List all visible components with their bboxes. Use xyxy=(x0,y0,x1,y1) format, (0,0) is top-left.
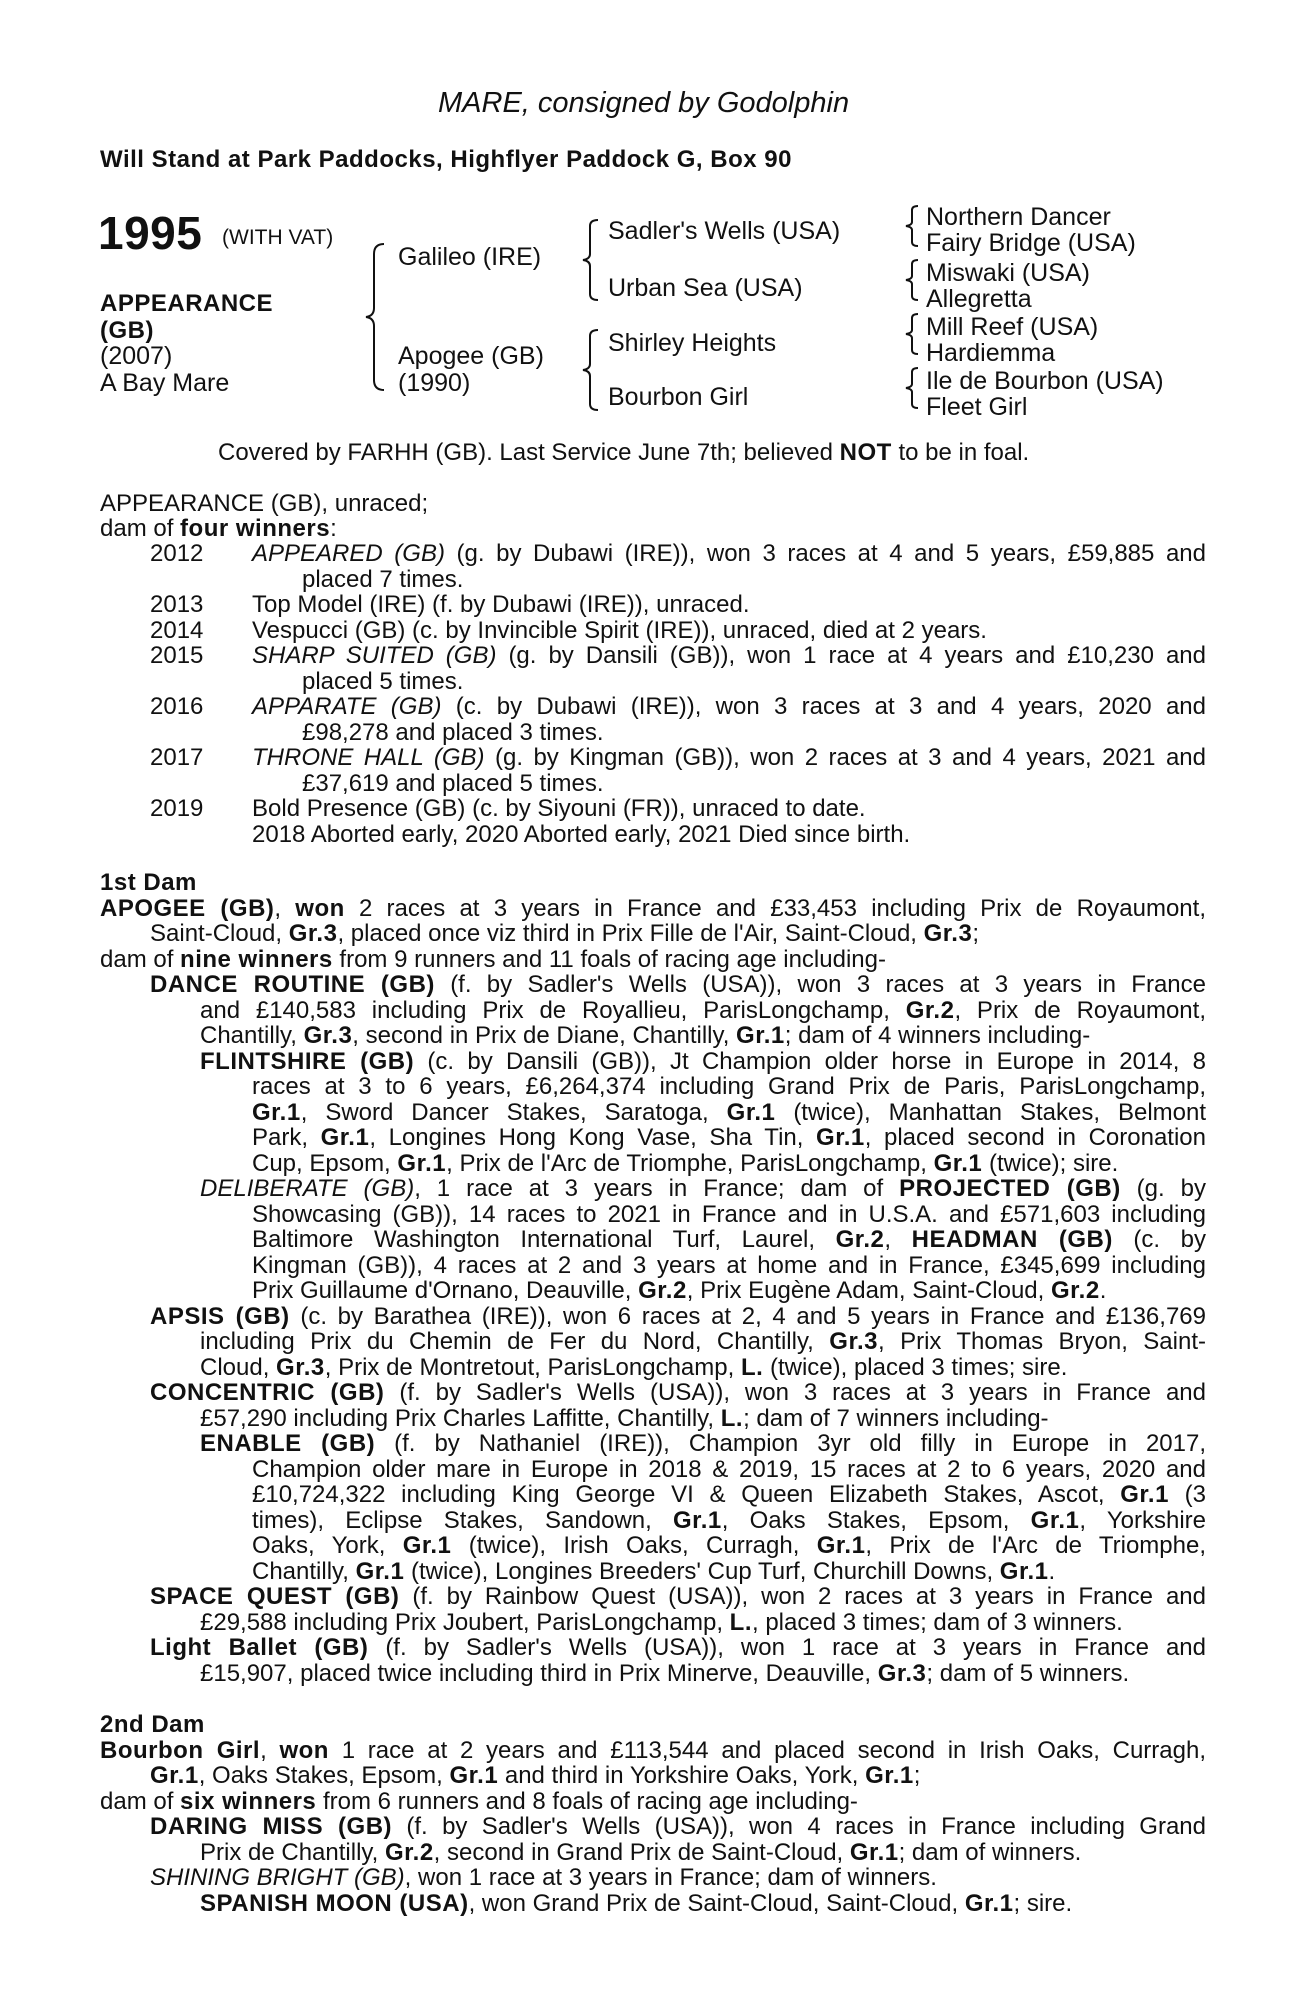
text-line xyxy=(150,1763,920,1788)
text-line xyxy=(100,1789,858,1814)
lot-number: 1995 xyxy=(98,207,203,259)
text-run: , Longines Hong Kong Vase, Sha Tin, xyxy=(369,1125,817,1151)
text-line xyxy=(100,947,886,972)
text-line xyxy=(252,1125,1206,1151)
intro-colon: : xyxy=(330,515,337,542)
bold-text: APOGEE (GB) xyxy=(100,895,275,922)
pedigree-sdd: Allegretta xyxy=(926,285,1032,313)
bold-text: Gr.1 xyxy=(816,1533,866,1559)
text-run: Saint-Cloud, xyxy=(150,920,289,947)
text-run: from 6 runners and 8 foals of racing age including- xyxy=(316,1787,858,1815)
italic-text: DELIBERATE (GB) xyxy=(200,1176,415,1202)
text-run: Prix Guillaume d'Ornano, Deauville, xyxy=(252,1277,639,1304)
produce-entry xyxy=(252,796,1206,821)
text-line xyxy=(252,1100,1206,1126)
text-run: Oaks, York, xyxy=(252,1533,403,1559)
covered-not: NOT xyxy=(839,439,892,466)
bold-text: CONCENTRIC (GB) xyxy=(150,1380,385,1406)
text-run: dam of xyxy=(100,1787,181,1815)
text-line xyxy=(252,1278,1106,1303)
bold-text: DARING MISS (GB) xyxy=(150,1814,393,1840)
text-run: , second in Grand Prix de Saint-Cloud, xyxy=(433,1838,850,1866)
bold-text: Gr.3 xyxy=(877,1659,927,1687)
text-run: . xyxy=(1099,1277,1107,1304)
text-line xyxy=(252,1559,1055,1584)
pedigree-ss: Sadler's Wells (USA) xyxy=(608,217,841,245)
text-line xyxy=(200,1329,1206,1355)
text-run: , 1 race at 3 years in France; dam of xyxy=(414,1176,900,1202)
text-line xyxy=(150,1814,1206,1840)
text-run: (twice), Irish Oaks, Curragh, xyxy=(451,1533,817,1559)
italic-text: SHINING BRIGHT (GB) xyxy=(150,1864,405,1891)
covered-note xyxy=(218,440,1029,465)
bold-text: Gr.1 xyxy=(150,1762,199,1789)
page-title: MARE, consigned by Godolphin xyxy=(438,87,850,119)
bold-text: Gr.1 xyxy=(402,1533,452,1559)
bold-text: Gr.1 xyxy=(449,1762,499,1789)
text-run: (g. by xyxy=(1120,1176,1206,1202)
produce-name: SHARP SUITED (GB) xyxy=(252,642,497,669)
text-run: . xyxy=(1048,1557,1056,1585)
text-run: £29,588 including Prix Joubert, ParisLongchamp, xyxy=(200,1608,730,1636)
text-run: races at 3 to 6 years, £6,264,374 including Grand Prix de Paris, ParisLongchamp, xyxy=(252,1074,1206,1100)
text-line xyxy=(200,1431,1206,1457)
bold-text: Gr.1 xyxy=(1030,1507,1080,1534)
text-run: Cup, Epsom, xyxy=(252,1149,398,1177)
text-run: including Prix du Chemin de Fer du Nord, Chantilly, xyxy=(200,1329,830,1355)
text-run: Champion older mare in Europe in 2018 & 2019, 15 races at 2 to 6 years, 2020 and xyxy=(252,1456,1206,1483)
produce-continuation: £98,278 and placed 3 times. xyxy=(302,718,604,746)
produce-entry xyxy=(252,694,1206,719)
covered-text: Covered by FARHH (GB). Last Service June 7th; believed xyxy=(218,439,840,466)
text-run: £57,290 including Prix Charles Laffitte, Chantilly, xyxy=(200,1404,721,1432)
bold-text: Gr.1 xyxy=(355,1557,405,1585)
text-line xyxy=(200,998,1206,1024)
text-run: , placed 3 times; dam of 3 winners. xyxy=(751,1608,1123,1636)
text-line xyxy=(200,1355,1067,1380)
text-run: , Yorkshire xyxy=(1079,1507,1206,1534)
pedigree-brace-sd xyxy=(902,258,922,302)
text-line xyxy=(150,972,1206,998)
produce-year: 2012 xyxy=(150,540,204,567)
text-run: Chantilly, xyxy=(252,1557,356,1585)
text-run: £15,907, placed twice including third in Prix Minerve, Deauville, xyxy=(200,1659,878,1687)
text-run: , Prix Eugène Adam, Saint-Cloud, xyxy=(686,1277,1051,1304)
text-line xyxy=(252,1533,1206,1559)
bold-text: Bourbon Girl xyxy=(100,1737,261,1764)
produce-details: Bold Presence (GB) (c. by Siyouni (FR)), unraced to date. xyxy=(252,795,866,822)
text-run: (f. by Rainbow Quest (USA)), won 2 races at 3 years in France and xyxy=(399,1584,1206,1610)
bold-text: Gr.1 xyxy=(865,1762,914,1789)
text-run: (c. by Barathea (IRE)), won 6 races at 2, 4 and 5 years in France and £136,769 xyxy=(289,1303,1206,1330)
horse-description: A Bay Mare xyxy=(100,369,230,397)
text-run: £10,724,322 including King George VI & Queen Elizabeth Stakes, Ascot, xyxy=(252,1482,1121,1508)
text-run: , Prix de l'Arc de Triomphe, xyxy=(865,1533,1206,1559)
produce-year: 2013 xyxy=(150,591,204,618)
text-line xyxy=(252,1457,1206,1483)
text-run: , Oaks Stakes, Epsom, xyxy=(721,1507,1031,1534)
text-run: (f. by Sadler's Wells (USA)), won 3 races at 3 years in France xyxy=(434,972,1206,998)
bold-text: Gr.1 xyxy=(726,1099,776,1126)
pedigree-brace-dd xyxy=(902,366,922,410)
pedigree-sds: Miswaki (USA) xyxy=(926,259,1090,287)
bold-text: L. xyxy=(740,1353,764,1381)
pedigree-brace-main xyxy=(362,242,392,392)
stand-location: Will Stand at Park Paddocks, Highflyer Paddock G, Box 90 xyxy=(100,146,792,173)
produce-entry xyxy=(252,643,1206,668)
covered-tail: to be in foal. xyxy=(891,439,1030,466)
text-run: ; xyxy=(913,1762,921,1789)
pedigree-dd: Bourbon Girl xyxy=(608,383,749,411)
produce-entry xyxy=(252,618,1206,643)
text-line xyxy=(200,1840,1081,1865)
text-run: Baltimore Washington International Turf, Laurel, xyxy=(252,1227,836,1253)
produce-year: 2016 xyxy=(150,693,204,720)
text-run: Park, xyxy=(252,1125,321,1151)
text-run: from 9 runners and 11 foals of racing age including- xyxy=(332,945,886,973)
text-run: , Oaks Stakes, Epsom, xyxy=(198,1762,450,1789)
text-line xyxy=(200,1176,1206,1202)
text-run: Kingman (GB)), 4 races at 2 and 3 years at home and in France, £345,699 including xyxy=(252,1252,1206,1279)
vat-note: (WITH VAT) xyxy=(222,226,334,249)
text-line xyxy=(200,1610,1123,1635)
text-run: (c. by xyxy=(1112,1227,1206,1253)
bold-text: ENABLE (GB) xyxy=(200,1431,376,1457)
produce-details: (g. by Kingman (GB)), won 2 races at 3 and 4 years, 2021 and xyxy=(484,744,1207,771)
pedigree-ddd: Fleet Girl xyxy=(926,393,1028,421)
text-line xyxy=(252,1253,1206,1279)
pedigree-brace-sire xyxy=(578,218,602,302)
bold-text: Gr.1 xyxy=(933,1149,983,1177)
text-line xyxy=(200,1406,1049,1431)
pedigree-dds: Ile de Bourbon (USA) xyxy=(926,367,1164,395)
bold-text: Gr.2 xyxy=(1051,1277,1100,1304)
text-run: , won 1 race at 3 years in France; dam of winners. xyxy=(404,1864,937,1891)
bold-text: Gr.2 xyxy=(835,1227,885,1253)
pedigree-dam-year: (1990) xyxy=(398,369,471,397)
text-run: , placed second in Coronation xyxy=(864,1125,1206,1151)
bold-text: Gr.2 xyxy=(384,1838,434,1866)
bold-text: HEADMAN (GB) xyxy=(911,1227,1113,1253)
text-run: dam of xyxy=(100,945,181,973)
section-heading: 2nd Dam xyxy=(100,1711,205,1738)
intro-winners: four winners xyxy=(180,515,331,542)
produce-continuation: 2018 Aborted early, 2020 Aborted early, 2021 Died since birth. xyxy=(252,820,911,848)
bold-text: Gr.1 xyxy=(849,1838,899,1866)
text-line xyxy=(100,1738,1206,1764)
text-line xyxy=(252,1508,1206,1534)
bold-text: L. xyxy=(720,1404,744,1432)
text-line xyxy=(200,1049,1206,1075)
text-line xyxy=(150,1635,1206,1661)
text-line xyxy=(150,1865,937,1890)
produce-name: APPEARED (GB) xyxy=(252,540,445,567)
bold-text: six winners xyxy=(180,1787,317,1815)
pedigree-dam: Apogee (GB) xyxy=(398,342,544,370)
produce-details: (c. by Dubawi (IRE)), won 3 races at 3 and 4 years, 2020 and xyxy=(441,693,1207,720)
text-line xyxy=(252,1074,1206,1100)
text-line xyxy=(252,1482,1206,1508)
horse-name: APPEARANCE xyxy=(100,290,274,317)
pedigree-brace-ds xyxy=(902,312,922,356)
bold-text: DANCE ROUTINE (GB) xyxy=(150,972,435,998)
text-line xyxy=(200,1891,1072,1916)
pedigree-dsd: Hardiemma xyxy=(926,339,1056,367)
text-line xyxy=(150,921,979,946)
produce-year: 2019 xyxy=(150,795,204,822)
text-run: ; dam of winners. xyxy=(898,1838,1082,1866)
produce-entry xyxy=(252,541,1206,566)
bold-text: nine winners xyxy=(180,945,333,973)
text-run: ; dam of 7 winners including- xyxy=(743,1404,1049,1432)
bold-text: Gr.1 xyxy=(1120,1482,1169,1508)
bold-text: Gr.2 xyxy=(905,997,955,1024)
text-run: ; xyxy=(972,920,979,947)
produce-entry xyxy=(252,592,1206,617)
bold-text: Gr.1 xyxy=(999,1557,1049,1585)
text-run: 2 races at 3 years in France and £33,453 including Prix de Royaumont, xyxy=(344,895,1206,922)
produce-details: (g. by Dansili (GB)), won 1 race at 4 years and £10,230 and xyxy=(496,642,1206,669)
text-run: (twice), Manhattan Stakes, Belmont xyxy=(775,1099,1206,1126)
bold-text: Gr.3 xyxy=(276,1353,325,1381)
bold-text: Gr.2 xyxy=(638,1277,687,1304)
text-run: , Prix de Montretout, ParisLongchamp, xyxy=(324,1353,741,1381)
text-run: , second in Prix de Diane, Chantilly, xyxy=(352,1022,737,1049)
text-line xyxy=(200,1023,1090,1048)
text-run: Cloud, xyxy=(200,1353,277,1381)
text-run: (twice); sire. xyxy=(982,1149,1119,1177)
text-run: ; dam of 5 winners. xyxy=(926,1659,1130,1687)
bold-text: Gr.1 xyxy=(252,1099,301,1126)
bold-text: Gr.1 xyxy=(964,1889,1014,1917)
text-line xyxy=(252,1202,1206,1228)
produce-name: THRONE HALL (GB) xyxy=(252,744,485,771)
text-run: (c. by Dansili (GB)), Jt Champion older horse in Europe in 2014, 8 xyxy=(414,1048,1206,1075)
bold-text: Gr.3 xyxy=(923,920,973,947)
text-line xyxy=(252,1227,1206,1253)
produce-year: 2017 xyxy=(150,744,204,771)
text-line xyxy=(252,1151,1118,1176)
text-run: , Prix de Royaumont, xyxy=(954,997,1206,1024)
bold-text: Gr.3 xyxy=(829,1329,878,1355)
pedigree-sd: Urban Sea (USA) xyxy=(608,274,803,302)
text-run: , xyxy=(260,1737,280,1764)
text-run: , placed once viz third in Prix Fille de l'Air, Saint-Cloud, xyxy=(337,920,924,947)
text-run: (f. by Nathaniel (IRE)), Champion 3yr old filly in Europe in 2017, xyxy=(375,1431,1206,1457)
bold-text: Gr.1 xyxy=(673,1507,722,1534)
text-run: 1 race at 2 years and £113,544 and placed second in Irish Oaks, Curragh, xyxy=(328,1737,1206,1764)
bold-text: Gr.3 xyxy=(288,920,338,947)
produce-name: APPARATE (GB) xyxy=(252,693,442,720)
horse-country: (GB) xyxy=(100,317,154,344)
bold-text: APSIS (GB) xyxy=(150,1303,290,1330)
text-run: Showcasing (GB)), 14 races to 2021 in France and in U.S.A. and £571,603 including xyxy=(252,1201,1206,1228)
bold-text: PROJECTED (GB) xyxy=(899,1176,1121,1202)
text-line xyxy=(150,1380,1206,1406)
pedigree-dss: Mill Reef (USA) xyxy=(926,313,1099,341)
text-run: and £140,583 including Prix de Royallieu, ParisLongchamp, xyxy=(200,997,906,1024)
text-line xyxy=(100,896,1206,922)
bold-text: Gr.1 xyxy=(736,1022,785,1049)
bold-text: Gr.1 xyxy=(816,1125,865,1151)
pedigree-brace-dam xyxy=(578,328,602,412)
produce-details: (g. by Dubawi (IRE)), won 3 races at 4 and 5 years, £59,885 and xyxy=(444,540,1206,567)
intro-dam-of xyxy=(100,516,337,541)
text-run: , Prix Thomas Bryon, Saint- xyxy=(877,1329,1206,1355)
text-run: Chantilly, xyxy=(200,1022,304,1049)
produce-year: 2014 xyxy=(150,616,204,644)
text-line xyxy=(150,1584,1206,1610)
text-run: , xyxy=(884,1227,912,1253)
intro-dam-of-text: dam of xyxy=(100,515,181,542)
text-run: , Sword Dancer Stakes, Saratoga, xyxy=(300,1099,727,1126)
intro-line: APPEARANCE (GB), unraced; xyxy=(100,490,429,517)
pedigree-brace-ss xyxy=(902,204,922,248)
bold-text: Gr.1 xyxy=(397,1149,447,1177)
text-run: (twice), Longines Breeders' Cup Turf, Churchill Downs, xyxy=(404,1557,1000,1585)
bold-text: won xyxy=(295,895,345,922)
text-run: (f. by Sadler's Wells (USA)), won 1 race at 3 years in France and xyxy=(368,1635,1206,1661)
text-run: , Prix de l'Arc de Triomphe, ParisLongchamp, xyxy=(446,1149,934,1177)
text-run: and third in Yorkshire Oaks, York, xyxy=(498,1762,866,1789)
produce-continuation: £37,619 and placed 5 times. xyxy=(302,769,604,797)
produce-year: 2015 xyxy=(150,642,204,669)
bold-text: L. xyxy=(729,1608,752,1636)
produce-details: Top Model (IRE) (f. by Dubawi (IRE)), unraced. xyxy=(252,591,750,618)
produce-continuation: placed 5 times. xyxy=(302,667,464,695)
text-run: times), Eclipse Stakes, Sandown, xyxy=(252,1507,674,1534)
pedigree-sss: Northern Dancer xyxy=(926,203,1111,231)
text-run: ; sire. xyxy=(1013,1889,1073,1917)
produce-details: Vespucci (GB) (c. by Invincible Spirit (IRE)), unraced, died at 2 years. xyxy=(252,616,987,644)
text-run: , won Grand Prix de Saint-Cloud, Saint-Cloud, xyxy=(468,1889,965,1917)
produce-entry xyxy=(252,745,1206,770)
bold-text: Gr.1 xyxy=(320,1125,370,1151)
bold-text: Light Ballet (GB) xyxy=(150,1635,369,1661)
section-heading: 1st Dam xyxy=(100,869,197,896)
text-run: (f. by Sadler's Wells (USA)), won 3 races at 3 years in France and xyxy=(384,1380,1206,1406)
text-line xyxy=(200,1661,1129,1686)
text-run: , xyxy=(274,895,296,922)
text-run: ; dam of 4 winners including- xyxy=(784,1022,1091,1049)
text-run: (twice), placed 3 times; sire. xyxy=(763,1353,1068,1381)
bold-text: SPACE QUEST (GB) xyxy=(150,1584,400,1610)
text-run: (f. by Sadler's Wells (USA)), won 4 races in France including Grand xyxy=(392,1814,1206,1840)
bold-text: SPANISH MOON (USA) xyxy=(200,1889,469,1917)
pedigree-sire: Galileo (IRE) xyxy=(398,243,542,271)
pedigree-ssd: Fairy Bridge (USA) xyxy=(926,229,1136,257)
horse-year: (2007) xyxy=(100,342,173,370)
produce-continuation: placed 7 times. xyxy=(302,565,464,593)
bold-text: Gr.3 xyxy=(303,1022,353,1049)
bold-text: FLINTSHIRE (GB) xyxy=(200,1048,415,1075)
pedigree-ds: Shirley Heights xyxy=(608,329,777,357)
bold-text: won xyxy=(279,1737,329,1764)
text-line xyxy=(150,1304,1206,1330)
text-run: Prix de Chantilly, xyxy=(200,1838,385,1866)
text-run: (3 xyxy=(1168,1482,1206,1508)
